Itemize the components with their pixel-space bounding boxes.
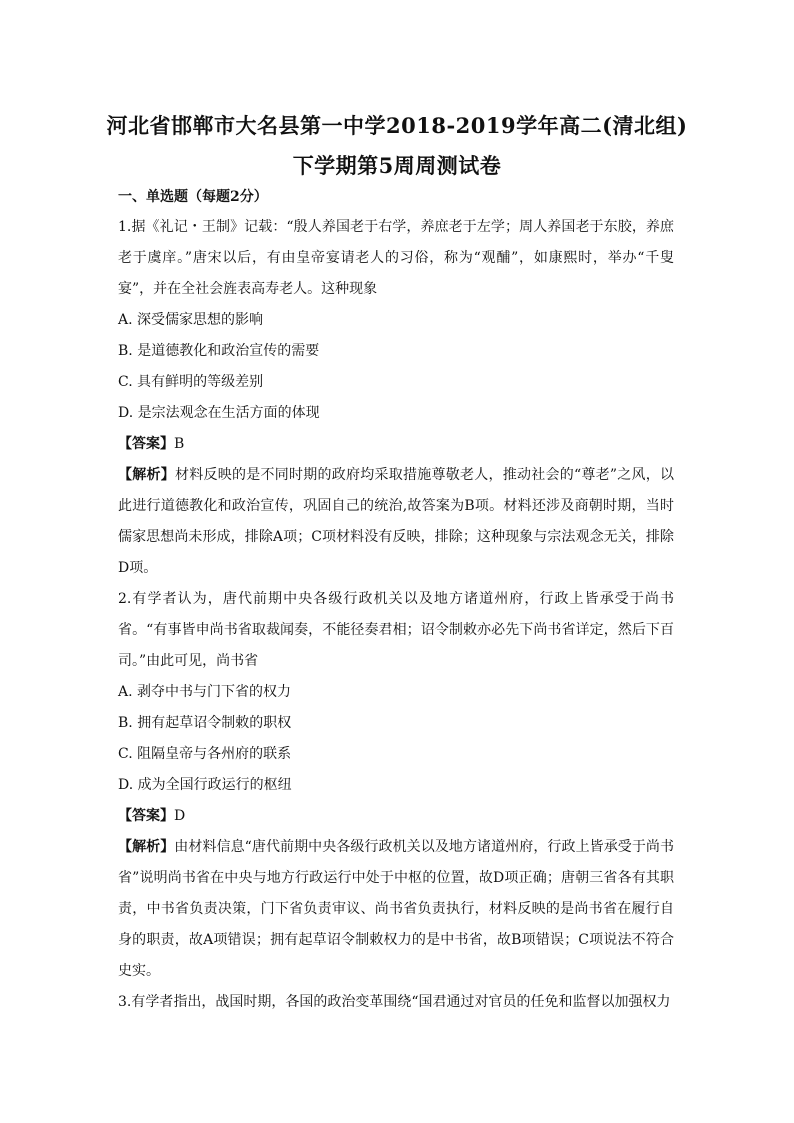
option-b: B. 是道德教化和政治宣传的需要 [118,343,320,359]
document-title-line-1: 河北省邯郸市大名县第一中学2018-2019学年高二(清北组) [106,113,688,138]
question-1 [118,212,674,584]
option-d: D. 是宗法观念在生活方面的体现 [118,405,320,421]
option-a: A. 剥夺中书与门下省的权力 [118,684,292,700]
answer-line [118,801,674,832]
question-stem: 3.有学者指出，战国时期，各国的政治变革围绕“国君通过对官员的任免和监督以加强权力 [118,994,671,1010]
question-3 [118,987,674,1018]
document-title-line-2: 下学期第5周周测试卷 [292,153,502,178]
question-2 [118,584,674,987]
option-d: D. 成为全国行政运行的枢纽 [118,777,292,793]
question-stem: 2.有学者认为，唐代前期中央各级行政机关以及地方诸道州府，行政上皆承受于尚书省。“有事皆申尚书省取裁闻奏，不能径奏君相；诏令制敕亦必先下尚书省详定，然后下百司。”由此可见，尚书省 [118,591,674,669]
answer-tag: 【答案】 [118,808,174,824]
option-c: C. 阻隔皇帝与各州府的联系 [118,746,292,762]
section-heading: 一、单选题（每题2分） [118,189,268,205]
option-c: C. 具有鲜明的等级差别 [118,374,264,390]
analysis-tag: 【解析】 [118,839,175,855]
document-body [118,186,674,1018]
question-stem: 1.据《礼记・王制》记载：“殷人养国老于右学，养庶老于左学；周人养国老于东胶，养庶老于虞庠。”唐宋以后，有由皇帝宴请老人的习俗，称为“观酺”，如康熙时，举办“千叟宴”，并在全社会旌表高寿老人。这种现象 [118,219,674,297]
answer-value: D [174,808,186,824]
analysis-text: 由材料信息“唐代前期中央各级行政机关以及地方诸道州府，行政上皆承受于尚书省”说明尚书省在中央与地方行政运行中处于中枢的位置，故D项正确；唐朝三省各有其职责，中书省负责决策，门下省负责审议、尚书省负责执行，材料反映的是尚书省在履行自身的职责，故A项错误；拥有起草诏令制敕权力的是中书省，故B项错误；C项说法不符合史实。 [118,839,675,979]
answer-tag: 【答案】 [118,436,174,452]
analysis-text: 材料反映的是不同时期的政府均采取措施尊敬老人，推动社会的“尊老”之风，以此进行道德教化和政治宣传，巩固自己的统治,故答案为B项。材料还涉及商朝时期，当时儒家思想尚未形成，排除A项；C项材料没有反映，排除；这种现象与宗法观念无关，排除D项。 [118,467,675,576]
option-b: B. 拥有起草诏令制敕的职权 [118,715,292,731]
option-a: A. 深受儒家思想的影响 [118,312,264,328]
analysis-paragraph [118,460,674,584]
analysis-paragraph [118,832,674,987]
answer-line [118,429,674,460]
answer-value: B [174,436,185,452]
analysis-tag: 【解析】 [118,467,175,483]
